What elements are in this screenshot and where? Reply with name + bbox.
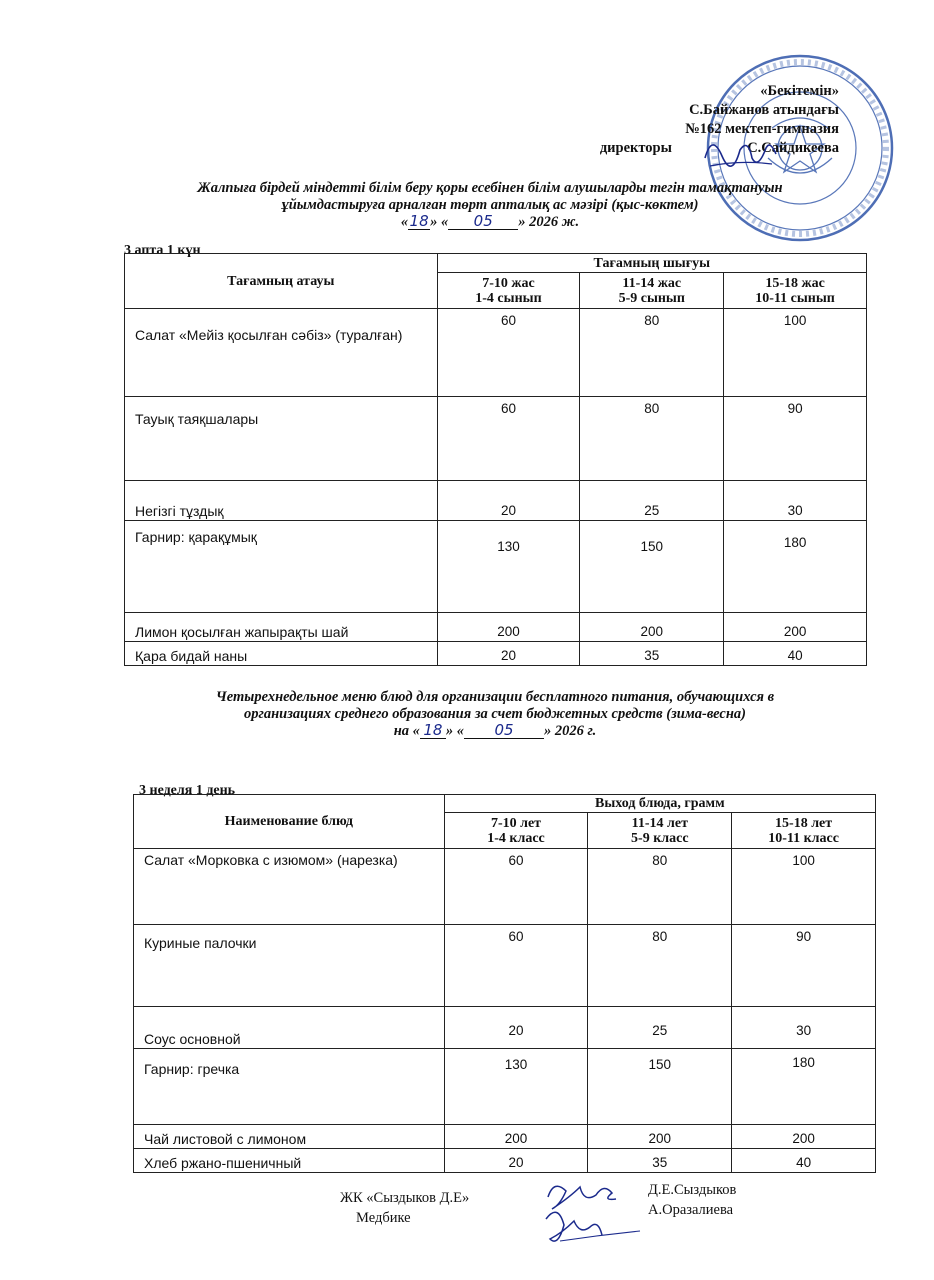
ru-group-1: 7-10 лет 1-4 класс xyxy=(444,813,588,849)
ru-menu-table xyxy=(133,794,876,1173)
table-row: Лимон қосылған жапырақты шай 200 200 200 xyxy=(125,613,867,642)
kz-group-3: 15-18 жас 10-11 сынып xyxy=(724,273,867,309)
footer-name-2: А.Оразалиева xyxy=(648,1202,734,1218)
approval-school-line2: №162 мектеп-гимназия xyxy=(685,121,839,137)
approval-director-name: С.Сайдикеева xyxy=(747,140,839,156)
approval-school-line1: С.Байжанов атындағы xyxy=(689,102,839,118)
table-row: Негізгі тұздық 20 25 30 xyxy=(125,481,867,521)
table-row: Салат «Мейіз қосылған сәбіз» (туралған) 60 80 100 xyxy=(125,309,867,397)
footer-org-block xyxy=(340,1188,469,1228)
table-row: Чай листовой с лимоном 200 200 200 xyxy=(134,1125,876,1149)
ru-group-3: 15-18 лет 10-11 класс xyxy=(732,813,876,849)
kz-title-date: «18» « 05 » 2026 ж. xyxy=(400,212,580,230)
ru-title-line2: организациях среднего образования за счет бюджетных средств (зима-весна) xyxy=(244,706,746,722)
table-row: Соус основной 20 25 30 xyxy=(134,1007,876,1049)
kz-title-line2: ұйымдастыруға арналған төрт апталық ас мәзірі (қыс-көктем) xyxy=(281,197,699,213)
director-signature xyxy=(700,128,780,178)
table-row: Гарнир: гречка 130 150 180 xyxy=(134,1049,876,1125)
footer-role: Медбике xyxy=(356,1210,411,1226)
ru-title-line1: Четырехнедельное меню блюд для организации бесплатного питания, обучающихся в xyxy=(215,689,775,705)
table-row: Хлеб ржано-пшеничный 20 35 40 xyxy=(134,1149,876,1173)
approval-title: «Бекітемін» xyxy=(760,83,839,99)
kz-date-month: 05 xyxy=(473,212,493,230)
footer-names-block xyxy=(648,1180,736,1220)
kz-menu-table xyxy=(124,253,867,666)
ru-day-caption: 3 неделя 1 день xyxy=(139,783,236,798)
table-row: Тауық таяқшалары 60 80 90 xyxy=(125,397,867,481)
nurse-signatures xyxy=(540,1175,650,1265)
table-row: Салат «Морковка с изюмом» (нарезка) 60 80 100 xyxy=(134,849,876,925)
kz-col-name-header: Тағамның атауы xyxy=(125,254,438,309)
kz-title-line1: Жалпыға бірдей міндетті білім беру қоры есебінен білім алушыларды тегін тамақтануын xyxy=(197,180,783,196)
kz-group-2: 11-14 жас 5-9 сынып xyxy=(580,273,724,309)
ru-group-2: 11-14 лет 5-9 класс xyxy=(588,813,732,849)
ru-col-name-header: Наименование блюд xyxy=(134,795,445,849)
ru-menu-title xyxy=(145,689,845,740)
footer-name-1: Д.Е.Сыздыков xyxy=(648,1182,737,1198)
ru-date-day: 18 xyxy=(423,721,443,739)
approval-director-label: директоры xyxy=(599,140,672,156)
kz-col-output-header: Тағамның шығуы xyxy=(437,254,866,273)
kz-day-caption: 3 апта 1 күн xyxy=(124,243,201,258)
ru-col-output-header: Выход блюда, грамм xyxy=(444,795,875,813)
ru-title-date: на « 18 » « 05 » 2026 г. xyxy=(393,721,597,739)
kz-date-day: 18 xyxy=(409,212,429,230)
table-row: Қара бидай наны 20 35 40 xyxy=(125,642,867,666)
table-row: Гарнир: қарақұмық 130 150 180 xyxy=(125,521,867,613)
kz-group-1: 7-10 жас 1-4 сынып xyxy=(437,273,580,309)
ru-date-month: 05 xyxy=(494,721,514,739)
footer-org: ЖК «Сыздыков Д.Е» xyxy=(340,1190,470,1206)
kz-menu-title xyxy=(140,180,840,231)
table-row: Куриные палочки 60 80 90 xyxy=(134,925,876,1007)
